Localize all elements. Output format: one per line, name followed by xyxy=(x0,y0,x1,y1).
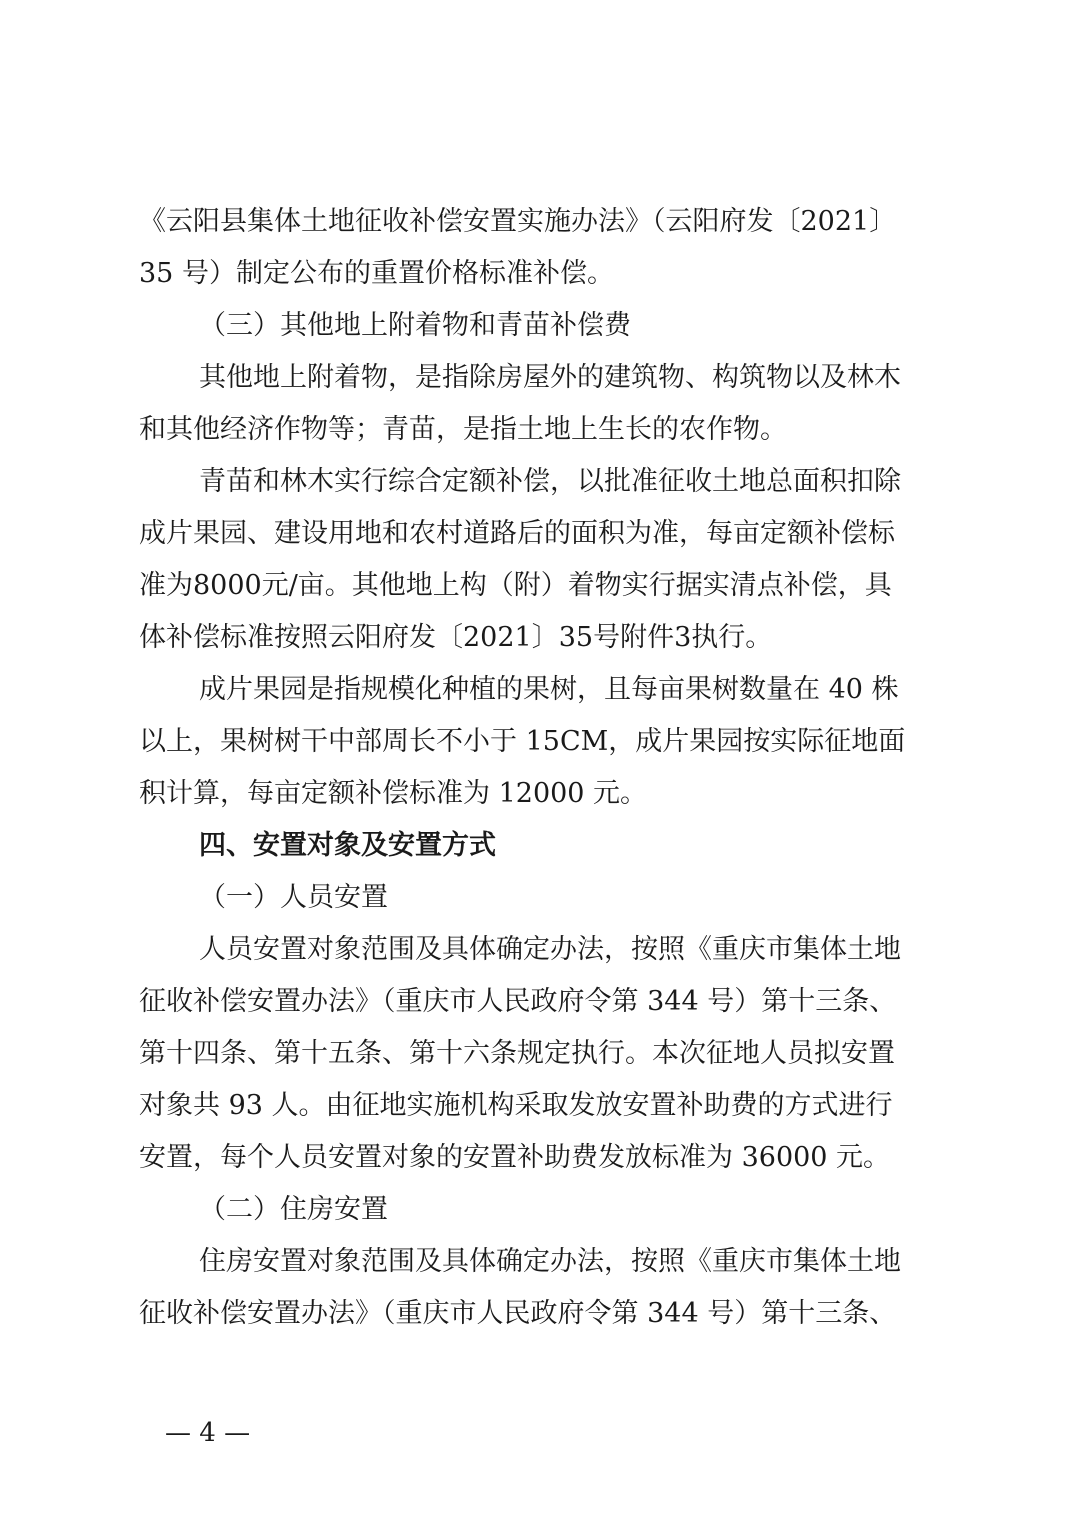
text-line: 35 号）制定公布的重置价格标准补偿。 xyxy=(139,258,614,289)
text-line: 安置，每个人员安置对象的安置补助费发放标准为 36000 元。 xyxy=(139,1142,891,1173)
paragraph xyxy=(139,664,939,820)
text-line: 其他地上附着物，是指除房屋外的建筑物、构筑物以及林木 xyxy=(199,362,901,393)
paragraph xyxy=(139,456,939,664)
page-number: — 4 — xyxy=(165,1418,251,1448)
text-line: 青苗和林木实行综合定额补偿，以批准征收土地总面积扣除 xyxy=(199,466,901,497)
text-line: 征收补偿安置办法》（重庆市人民政府令第 344 号）第十三条、 xyxy=(139,1298,897,1329)
text-line: 住房安置对象范围及具体确定办法，按照《重庆市集体土地 xyxy=(199,1246,901,1277)
text-line: 以上，果树树干中部周长不小于 15CM，成片果园按实际征地面 xyxy=(139,726,906,757)
paragraph xyxy=(139,352,939,456)
text-line: 成片果园是指规模化种植的果树，且每亩果树数量在 40 株 xyxy=(199,674,899,705)
text-line: 《云阳县集体土地征收补偿安置实施办法》（云阳府发〔2021〕 xyxy=(139,206,897,237)
text-line: 征收补偿安置办法》（重庆市人民政府令第 344 号）第十三条、 xyxy=(139,986,897,1017)
section-heading xyxy=(139,820,939,872)
paragraph xyxy=(139,196,939,300)
section-heading xyxy=(139,1184,939,1236)
document-body xyxy=(139,196,939,1340)
text-line: 四、安置对象及安置方式 xyxy=(199,830,496,861)
text-line: 积计算，每亩定额补偿标准为 12000 元。 xyxy=(139,778,648,809)
text-line: 和其他经济作物等；青苗，是指土地上生长的农作物。 xyxy=(139,414,787,445)
section-heading xyxy=(139,872,939,924)
text-line: 成片果园、建设用地和农村道路后的面积为准，每亩定额补偿标 xyxy=(139,518,895,549)
text-line: （二）住房安置 xyxy=(199,1194,388,1225)
text-line: 对象共 93 人。由征地实施机构采取发放安置补助费的方式进行 xyxy=(139,1090,893,1121)
text-line: 人员安置对象范围及具体确定办法，按照《重庆市集体土地 xyxy=(199,934,901,965)
paragraph xyxy=(139,1236,939,1340)
section-heading xyxy=(139,300,939,352)
text-line: 准为8000元/亩。其他地上构（附）着物实行据实清点补偿，具 xyxy=(139,570,892,601)
paragraph xyxy=(139,924,939,1184)
text-line: （三）其他地上附着物和青苗补偿费 xyxy=(199,310,631,341)
text-line: （一）人员安置 xyxy=(199,882,388,913)
text-line: 第十四条、第十五条、第十六条规定执行。本次征地人员拟安置 xyxy=(139,1038,895,1069)
text-line: 体补偿标准按照云阳府发〔2021〕35号附件3执行。 xyxy=(139,622,773,653)
